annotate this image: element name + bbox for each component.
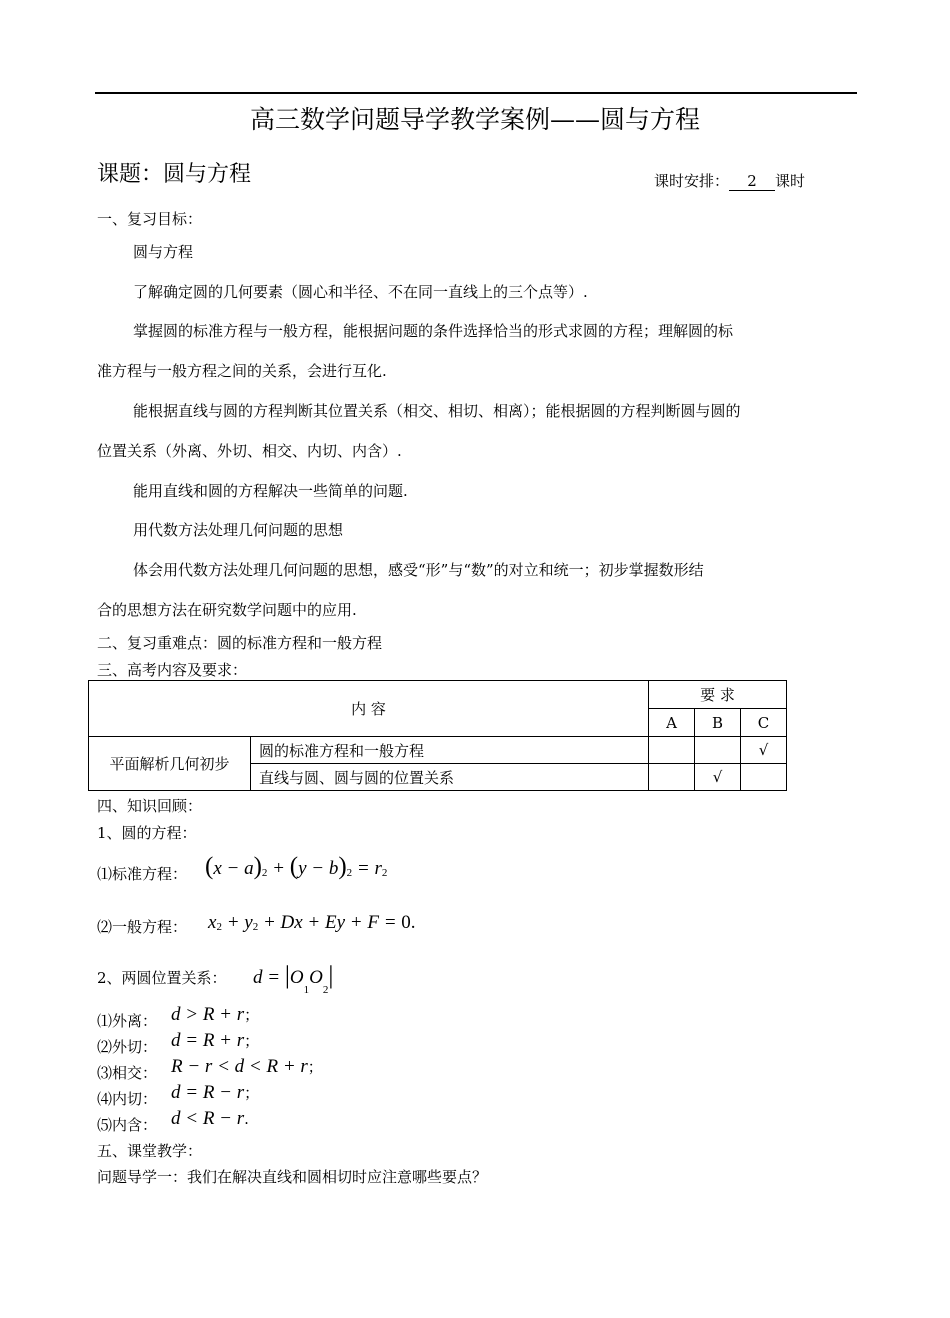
standard-equation-label: ⑴标准方程： (97, 865, 188, 883)
relation-formula: d > R + r； (171, 1004, 260, 1025)
item-cell: 圆的标准方程和一般方程 (251, 737, 649, 764)
level-header: B (695, 709, 741, 737)
page-title: 高三数学问题导学教学案例——圆与方程 (249, 105, 700, 134)
objective-line: 能根据直线与圆的方程判断其位置关系（相交、相切、相离）；能根据圆的方程判断圆与圆的 (133, 402, 741, 420)
relation-label: ⑷内切： (97, 1090, 158, 1108)
item-cell: 直线与圆、圆与圆的位置关系 (251, 764, 649, 791)
relation-label: ⑶相交： (97, 1064, 158, 1082)
objective-line: 位置关系（外离、外切、相交、内切、内含）. (97, 442, 402, 460)
relation-label: ⑵外切： (97, 1038, 158, 1056)
circle-equation-heading: 1、圆的方程： (97, 824, 197, 842)
relation-formula: d = R + r； (171, 1030, 260, 1051)
top-rule (95, 92, 857, 94)
level-b-cell (695, 737, 741, 764)
standard-equation: (x − a)2 + (y − b)2 = r2 (205, 853, 388, 880)
level-header: C (741, 709, 787, 737)
objective-line: 圆与方程 (133, 243, 194, 261)
level-a-cell (649, 737, 695, 764)
guided-question: 问题导学一：我们在解决直线和圆相切时应注意哪些要点？ (97, 1168, 488, 1186)
schedule-suffix: 课时 (775, 172, 806, 190)
level-a-cell (649, 764, 695, 791)
relation-formula: d < R − r. (171, 1108, 249, 1129)
level-header: A (649, 709, 695, 737)
relation-formula: d = R − r； (171, 1082, 260, 1103)
circle-position-heading: 2、两圆位置关系： (97, 969, 227, 987)
category-cell: 平面解析几何初步 (89, 737, 251, 791)
objective-line: 能用直线和圆的方程解决一些简单的问题. (133, 482, 408, 500)
general-equation-label: ⑵一般方程： (97, 918, 188, 936)
objective-line: 准方程与一般方程之间的关系，会进行互化. (97, 362, 387, 380)
schedule-prefix: 课时安排： (654, 172, 730, 190)
section5-heading: 五、课堂教学： (97, 1142, 203, 1160)
objective-line: 体会用代数方法处理几何问题的思想，感受“形”与“数”的对立和统一；初步掌握数形结 (133, 561, 704, 579)
section1-heading: 一、复习目标： (97, 210, 203, 228)
level-c-cell: √ (741, 737, 787, 764)
center-distance-formula: $d = |O_1O_2|$ (253, 962, 334, 996)
requirement-header: 要 求 (649, 681, 787, 709)
lesson-schedule (654, 170, 805, 191)
objective-line: 用代数方法处理几何问题的思想 (133, 521, 344, 539)
lesson-title: 课题：圆与方程 (97, 162, 252, 187)
general-equation: x2 + y2 + Dx + Ey + F = 0. (208, 912, 416, 933)
relation-label: ⑸内含： (97, 1116, 158, 1134)
requirements-table (88, 680, 787, 791)
schedule-hours: 2 (729, 173, 775, 191)
relation-label: ⑴外离： (97, 1012, 158, 1030)
section2-heading: 二、复习重难点：圆的标准方程和一般方程 (97, 634, 383, 652)
content-header: 内 容 (89, 681, 649, 737)
level-b-cell: √ (695, 764, 741, 791)
objective-line: 掌握圆的标准方程与一般方程，能根据问题的条件选择恰当的形式求圆的方程；理解圆的标 (133, 322, 734, 340)
objective-line: 了解确定圆的几何要素（圆心和半径、不在同一直线上的三个点等）. (133, 283, 588, 301)
objective-line: 合的思想方法在研究数学问题中的应用. (97, 601, 357, 619)
level-c-cell (741, 764, 787, 791)
section4-heading: 四、知识回顾： (97, 797, 203, 815)
section3-heading: 三、高考内容及要求： (97, 661, 248, 679)
relation-formula: R − r < d < R + r； (171, 1056, 323, 1077)
